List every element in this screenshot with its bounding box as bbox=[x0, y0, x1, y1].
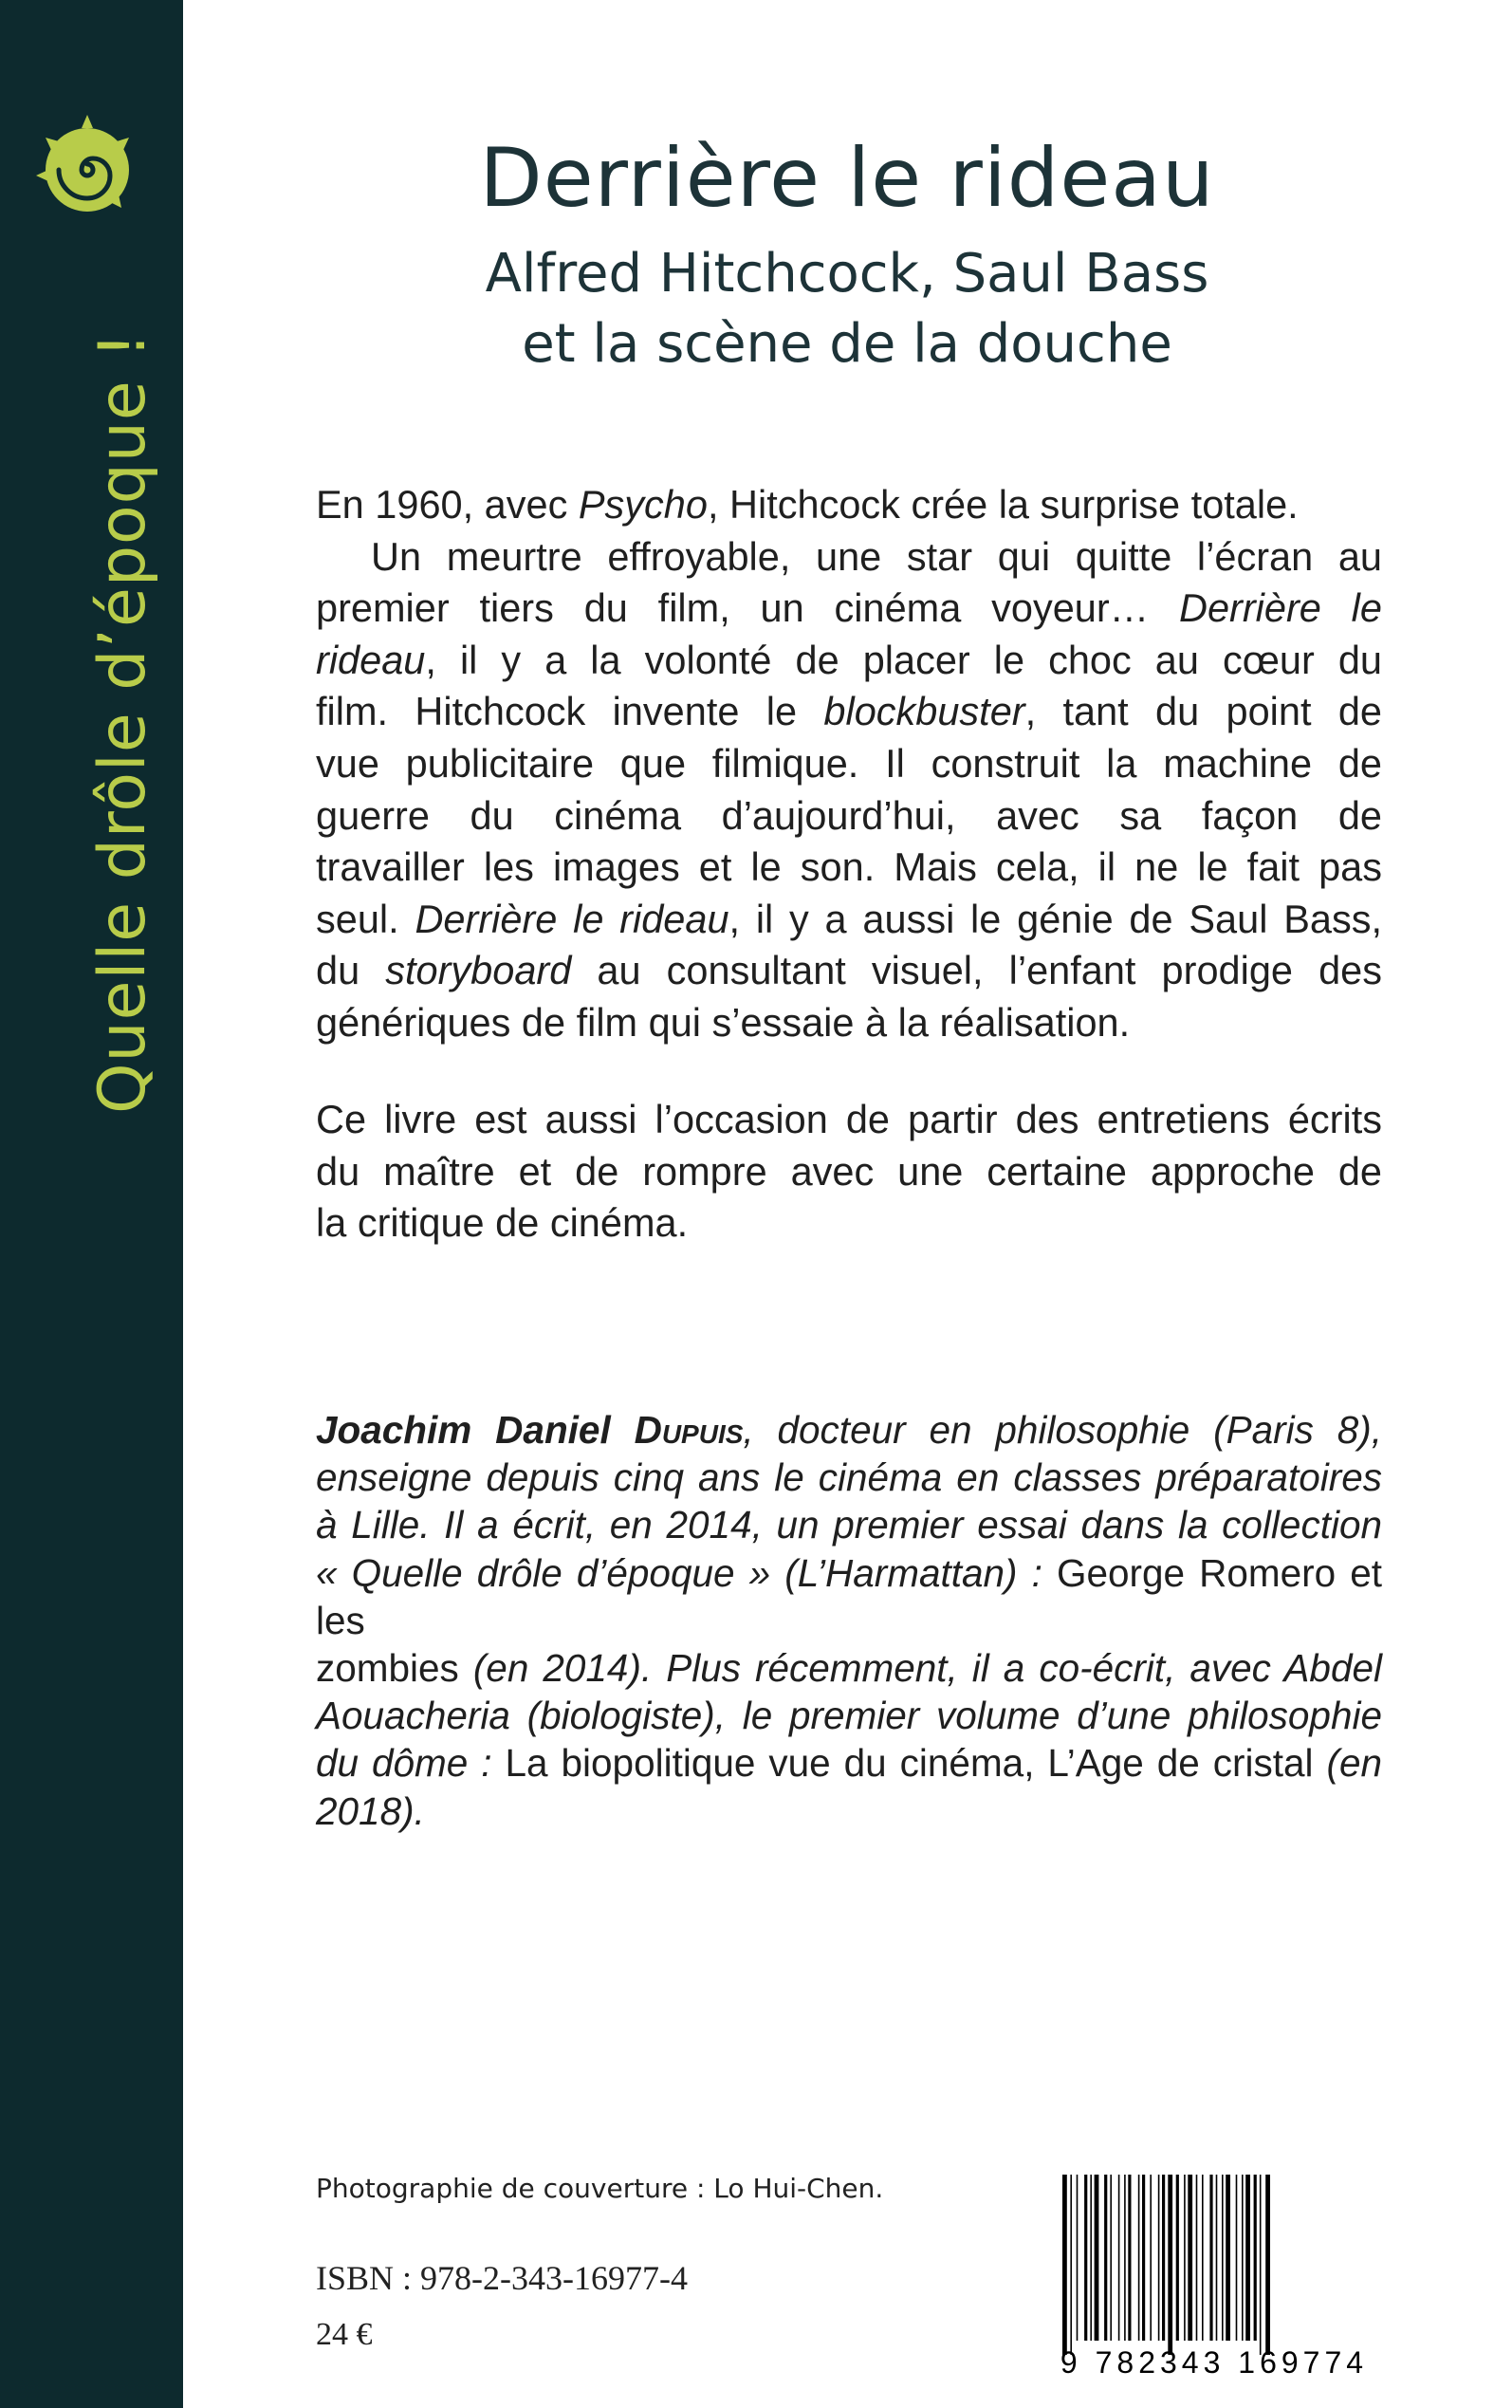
price: 24 € bbox=[316, 2317, 373, 2352]
blurb-line: vue publicitaire que filmique. Il construit la machine de bbox=[316, 740, 1382, 786]
spiral-logo-icon bbox=[27, 109, 148, 231]
blurb-line: Un meurtre effroyable, une star qui quitte l’écran au bbox=[371, 533, 1382, 579]
bio-line: à Lille. Il a écrit, en 2014, un premier essai dans la collection bbox=[316, 1503, 1382, 1547]
blurb-line: seul. Derrière le rideau, il y a aussi le génie de Saul Bass, bbox=[316, 896, 1382, 941]
blurb-paragraph-1 bbox=[316, 479, 1382, 1049]
blurb-line: du maître et de rompre avec une certaine approche de bbox=[316, 1148, 1382, 1194]
bio-line: du dôme : La biopolitique vue du cinéma, L’Age de cristal (en bbox=[316, 1741, 1382, 1786]
author-bio bbox=[316, 1406, 1382, 1835]
blurb-line: premier tiers du film, un cinéma voyeur… Derrière le bbox=[316, 585, 1382, 631]
blurb-line: Ce livre est aussi l’occasion de partir des entretiens écrits bbox=[316, 1097, 1382, 1141]
collection-name: Quelle drôle d’époque ! bbox=[85, 331, 160, 1114]
bio-line: « Quelle drôle d’époque » (L’Harmattan) : George Romero et les bbox=[316, 1550, 1382, 1642]
bio-line: enseigne depuis cinq ans le cinéma en classes préparatoires bbox=[316, 1455, 1382, 1500]
author-name: Joachim Daniel Dupuis bbox=[316, 1408, 744, 1452]
book-title: Derrière le rideau bbox=[479, 131, 1215, 226]
blurb-line: film. Hitchcock invente le blockbuster, tant du point de bbox=[316, 689, 1382, 734]
book-subtitle-line-2: et la scène de la douche bbox=[522, 313, 1172, 375]
blurb-line: En 1960, avec Psycho, Hitchcock crée la surprise totale. bbox=[316, 482, 1299, 527]
isbn: ISBN : 978-2-343-16977-4 bbox=[316, 2259, 688, 2297]
bio-line: zombies (en 2014). Plus récemment, il a co-écrit, avec Abdel bbox=[316, 1646, 1382, 1691]
collection-spine bbox=[0, 0, 183, 2408]
blurb-line: guerre du cinéma d’aujourd’hui, avec sa façon de bbox=[316, 792, 1382, 838]
bio-line: Joachim Daniel Dupuis, docteur en philosophie (Paris 8), bbox=[316, 1408, 1383, 1452]
blurb-line: rideau, il y a la volonté de placer le choc au cœur du bbox=[316, 637, 1382, 682]
blurb-line: travailler les images et le son. Mais cela, il ne le fait pas bbox=[316, 844, 1382, 890]
blurb-line: la critique de cinéma. bbox=[316, 1200, 689, 1246]
photo-credit: Photographie de couverture : Lo Hui-Chen. bbox=[316, 2173, 884, 2204]
book-subtitle-line-1: Alfred Hitchcock, Saul Bass bbox=[485, 243, 1209, 305]
barcode-number: 9 782343 169774 bbox=[1060, 2345, 1369, 2380]
blurb-line: génériques de film qui s’essaie à la réalisation. bbox=[316, 999, 1131, 1045]
blurb-paragraph-2 bbox=[316, 1094, 1382, 1250]
blurb-line: du storyboard au consultant visuel, l’enfant prodige des bbox=[316, 948, 1382, 993]
bio-line: Aouacheria (biologiste), le premier volume d’une philosophie bbox=[316, 1694, 1382, 1738]
bio-line: 2018). bbox=[316, 1788, 425, 1833]
